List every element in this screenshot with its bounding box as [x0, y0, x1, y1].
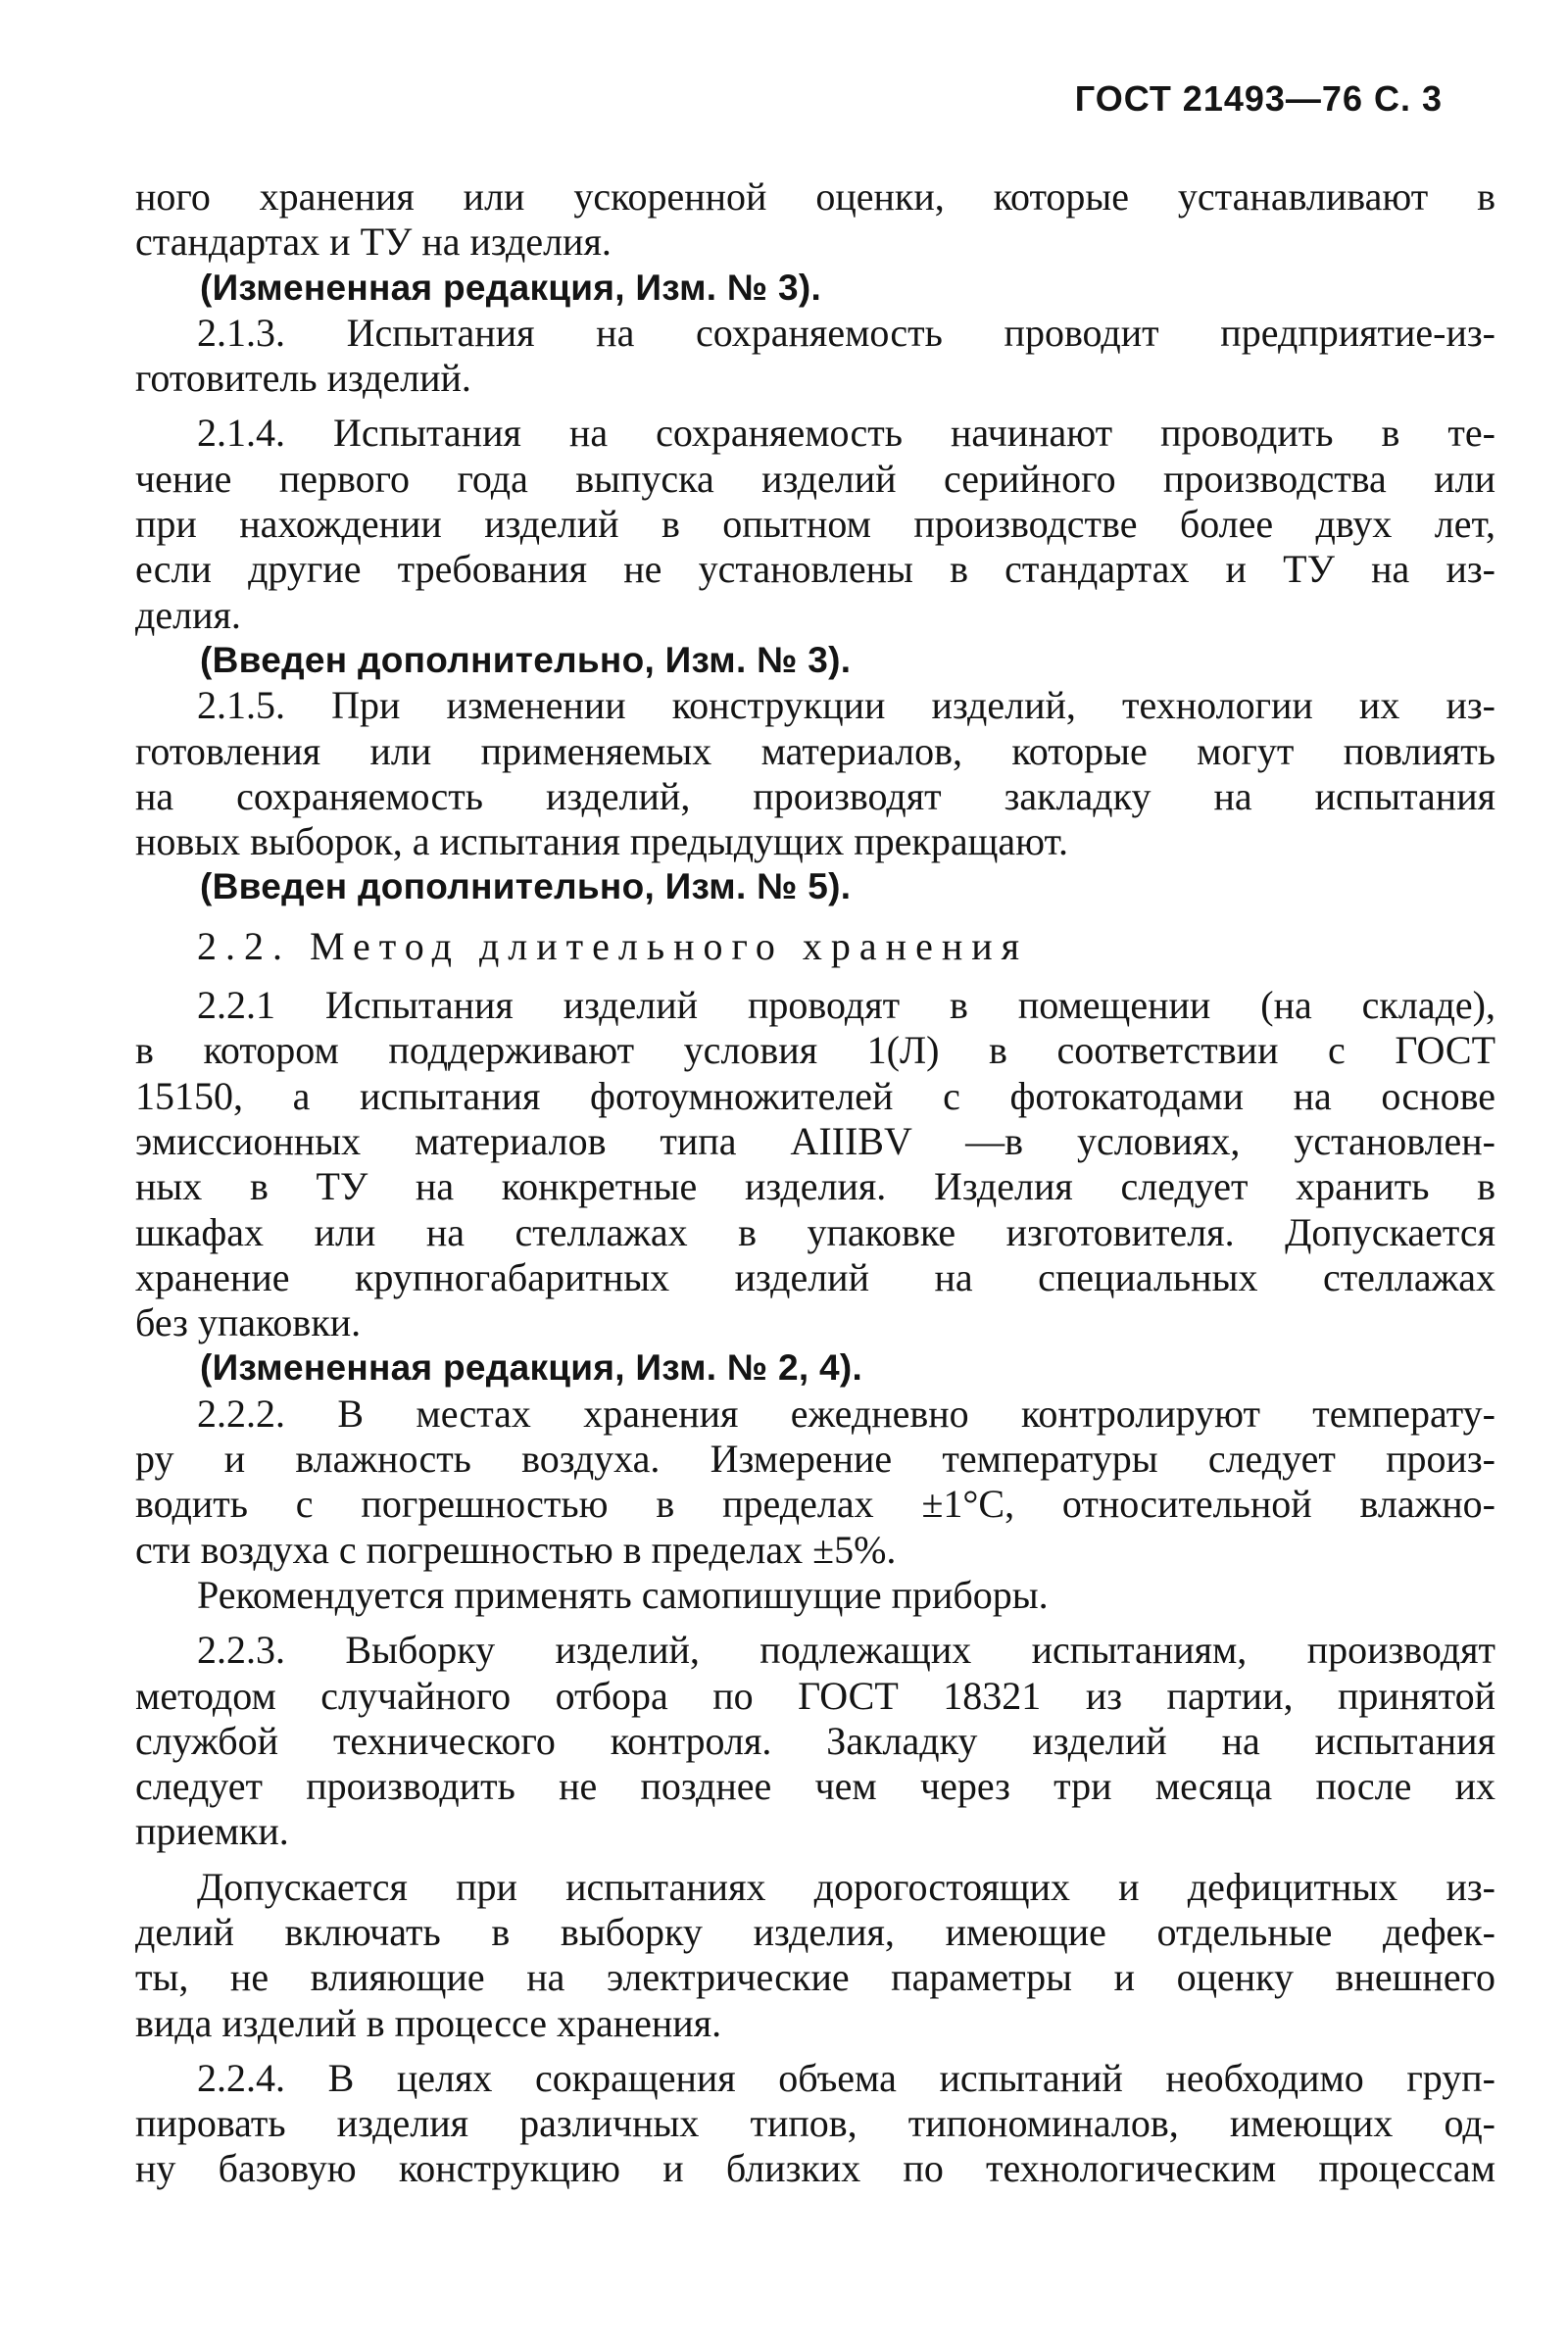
text-line: приемки.: [135, 1809, 289, 1854]
amendment-note: (Измененная редакция, Изм. № 3).: [200, 267, 822, 308]
text-line: шкафах или на стеллажах в упаковке изготовителя. Допускается: [135, 1209, 1495, 1254]
text-line: вида изделий в процессе хранения.: [135, 2000, 722, 2045]
text-line: 2.2.3. Выборку изделий, подлежащих испытаниям, производят: [197, 1628, 1495, 1673]
text-line: водить с погрешностью в пределах ±1°С, относительной влажно-: [135, 1482, 1495, 1527]
text-line: готовитель изделий.: [135, 356, 471, 401]
text-line: ру и влажность воздуха. Измерение температуры следует произ-: [135, 1437, 1495, 1482]
text-line: хранение крупногабаритных изделий на специальных стеллажах: [135, 1254, 1495, 1299]
text-line: без упаковки.: [135, 1300, 362, 1345]
text-line: ну базовую конструкцию и близких по технологическим процессам: [135, 2146, 1495, 2191]
text-line: 2.2.1 Испытания изделий проводят в помещении (на складе),: [197, 983, 1495, 1028]
section-heading: 2.2. Метод длительного хранения: [197, 923, 1029, 968]
text-line: 2.2.4. В целях сокращения объема испытаний необходимо груп-: [197, 2055, 1495, 2100]
amendment-note: (Введен дополнительно, Изм. № 5).: [200, 866, 852, 907]
text-line: службой технического контроля. Закладку изделий на испытания: [135, 1718, 1495, 1763]
text-line: 2.1.3. Испытания на сохраняемость проводит предприятие-из-: [197, 310, 1495, 355]
text-line: методом случайного отбора по ГОСТ 18321 из партии, принятой: [135, 1673, 1495, 1718]
paragraph-spacer: [135, 969, 1495, 983]
paragraph-spacer: [135, 401, 1495, 411]
paragraph-spacer: [135, 1618, 1495, 1628]
paragraph-spacer: [135, 2046, 1495, 2056]
text-line: 15150, а испытания фотоумножителей с фотокатодами на основе: [135, 1073, 1495, 1118]
paragraph-spacer: [135, 1855, 1495, 1865]
text-line: пировать изделия различных типов, типономиналов, имеющих од-: [135, 2101, 1495, 2146]
text-line: делия.: [135, 592, 241, 637]
text-line: эмиссионных материалов типа AIIIBV —в условиях, установлен-: [135, 1118, 1495, 1163]
text-line: стандартах и ТУ на изделия.: [135, 220, 612, 265]
paragraph-spacer: [135, 910, 1495, 924]
text-line: ного хранения или ускоренной оценки, которые устанавливают в: [135, 174, 1495, 219]
text-line: готовления или применяемых материалов, которые могут повлиять: [135, 728, 1495, 773]
page-header: ГОСТ 21493—76 С. 3: [1074, 78, 1443, 119]
text-line: 2.2.2. В местах хранения ежедневно контролируют температу-: [197, 1391, 1495, 1436]
text-line: на сохраняемость изделий, производят закладку на испытания: [135, 773, 1495, 818]
text-line: делий включать в выборку изделия, имеющие отдельные дефек-: [135, 1909, 1495, 1954]
text-line: ты, не влияющие на электрические параметры и оценку внешнего: [135, 1955, 1495, 2000]
text-line: Рекомендуется применять самопишущие приборы.: [197, 1572, 1049, 1617]
text-line: 2.1.5. При изменении конструкции изделий, технологии их из-: [197, 683, 1495, 728]
text-line: новых выборок, а испытания предыдущих прекращают.: [135, 819, 1068, 864]
document-body: [135, 174, 1495, 2192]
text-line: сти воздуха с погрешностью в пределах ±5%.: [135, 1527, 897, 1572]
amendment-note: (Измененная редакция, Изм. № 2, 4).: [200, 1347, 863, 1389]
amendment-note: (Введен дополнительно, Изм. № 3).: [200, 639, 852, 680]
text-line: ных в ТУ на конкретные изделия. Изделия следует хранить в: [135, 1164, 1495, 1209]
text-line: следует производить не позднее чем через три месяца после их: [135, 1764, 1495, 1809]
text-line: 2.1.4. Испытания на сохраняемость начинают проводить в те-: [197, 411, 1495, 456]
text-line: Допускается при испытаниях дорогостоящих и дефицитных из-: [197, 1864, 1495, 1909]
text-line: если другие требования не установлены в стандартах и ТУ на из-: [135, 547, 1495, 592]
text-line: в котором поддерживают условия 1(Л) в соответствии с ГОСТ: [135, 1028, 1495, 1073]
text-line: чение первого года выпуска изделий серийного производства или: [135, 456, 1495, 501]
text-line: при нахождении изделий в опытном производстве более двух лет,: [135, 502, 1495, 547]
